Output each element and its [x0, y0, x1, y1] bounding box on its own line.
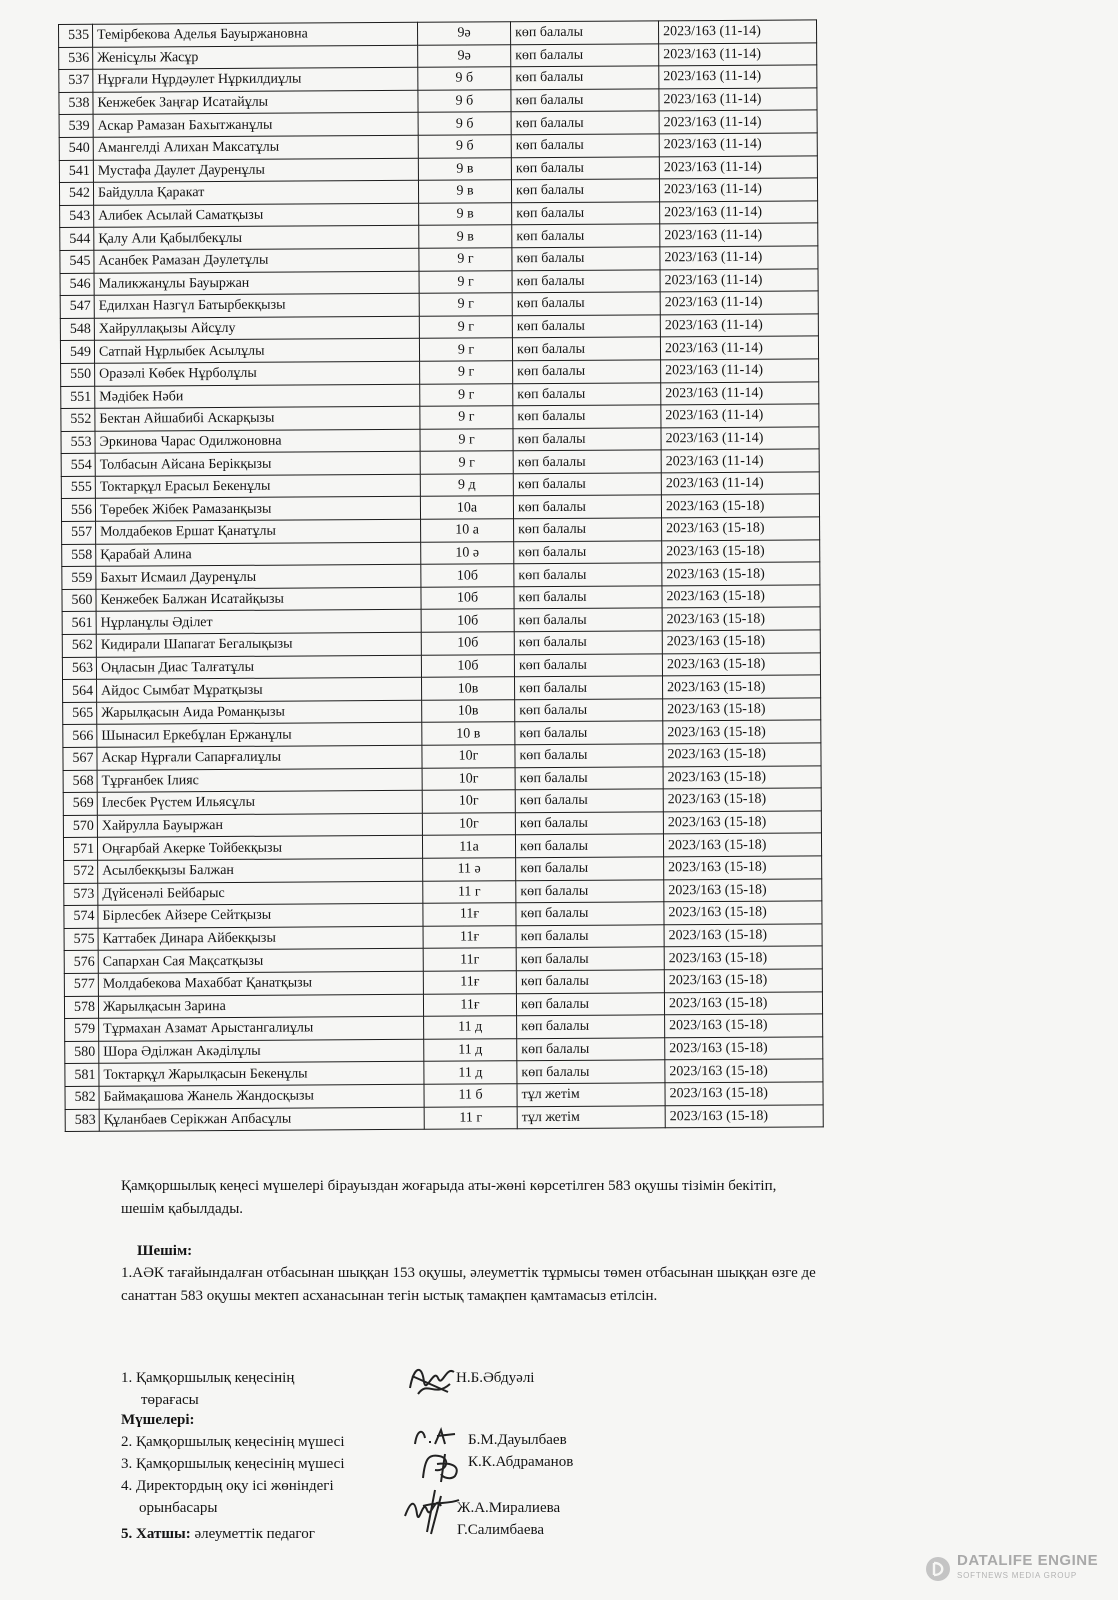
cell-category: көп балалы [514, 653, 662, 676]
cell-order: 2023/163 (15-18) [663, 765, 821, 789]
cell-number: 542 [59, 182, 93, 205]
cell-number: 572 [64, 860, 98, 883]
cell-class: 9 г [420, 406, 513, 429]
cell-number: 550 [61, 363, 95, 386]
cell-number: 580 [65, 1041, 99, 1064]
cell-number: 556 [61, 499, 95, 522]
cell-order: 2023/163 (15-18) [662, 630, 820, 654]
cell-order: 2023/163 (15-18) [663, 720, 821, 744]
cell-student-name: Айдос Сымбат Мұратқызы [97, 678, 422, 703]
cell-student-name: Сатпай Нұрлыбек Асылұлы [94, 339, 419, 364]
cell-category: көп балалы [511, 43, 659, 66]
cell-order: 2023/163 (11-14) [659, 155, 817, 179]
cell-student-name: Едилхан Назгүл Батырбекқызы [94, 293, 419, 318]
cell-category: көп балалы [514, 518, 662, 541]
cell-order: 2023/163 (15-18) [662, 585, 820, 609]
cell-category: көп балалы [515, 699, 663, 722]
cell-class: 9 г [419, 315, 512, 338]
cell-class: 10б [421, 564, 514, 587]
cell-class: 10б [421, 609, 514, 632]
student-list-table-wrapper [58, 19, 823, 1132]
table-row [65, 1104, 823, 1131]
cell-class: 10а [420, 496, 513, 519]
cell-order: 2023/163 (11-14) [659, 65, 817, 89]
cell-order: 2023/163 (11-14) [661, 381, 819, 405]
cell-student-name: Жарылқасын Зарина [98, 994, 423, 1019]
cell-category: көп балалы [515, 744, 663, 767]
cell-category: көп балалы [513, 382, 661, 405]
cell-student-name: Ілесбек Рүстем Ильясұлы [97, 790, 422, 815]
cell-student-name: Кидирали Шапагат Бегалықызы [96, 632, 421, 657]
cell-number: 547 [60, 295, 94, 318]
cell-category: көп балалы [514, 586, 662, 609]
member2-signature [411, 1424, 459, 1450]
cell-category: көп балалы [512, 292, 660, 315]
chair-name: Н.Б.Әбдуәлі [456, 1370, 535, 1386]
cell-category: көп балалы [516, 992, 664, 1015]
cell-category: көп балалы [517, 1038, 665, 1061]
cell-category: көп балалы [514, 540, 662, 563]
cell-student-name: Нұрланұлы Әділет [96, 610, 421, 635]
cell-category: көп балалы [510, 21, 658, 44]
cell-number: 554 [61, 454, 95, 477]
cell-student-name: Токтарқұл Жарылқасын Бекенұлы [99, 1062, 424, 1087]
cell-order: 2023/163 (15-18) [664, 856, 822, 880]
cell-student-name: Токтарқұл Ерасыл Бекенұлы [95, 474, 420, 499]
cell-student-name: Амангелді Алихан Максатұлы [93, 135, 418, 160]
cell-class: 9 г [420, 428, 513, 451]
cell-number: 555 [61, 476, 95, 499]
cell-category: көп балалы [514, 608, 662, 631]
cell-number: 543 [60, 205, 94, 228]
cell-number: 579 [65, 1018, 99, 1041]
cell-order: 2023/163 (15-18) [662, 652, 820, 676]
cell-category: тұл жетім [517, 1105, 665, 1128]
cell-class: 9 г [419, 293, 512, 316]
decision-text: 1.АӘК тағайындалған отбасынан шыққан 153 оқушы, әлеуметтік тұрмысы төмен отбасынан шыққан өзге де санаттан 583 оқушы мектеп асханасынан тегін ыстық тамақпен қамтамасыз етілсін. [121, 1265, 816, 1304]
member3-name: К.К.Абдраманов [468, 1454, 574, 1470]
cell-class: 10г [422, 790, 515, 813]
cell-category: көп балалы [514, 563, 662, 586]
cell-number: 546 [60, 273, 94, 296]
cell-number: 583 [65, 1109, 99, 1132]
cell-order: 2023/163 (15-18) [662, 517, 820, 541]
cell-category: көп балалы [513, 495, 661, 518]
cell-category: көп балалы [513, 428, 661, 451]
cell-number: 561 [62, 612, 96, 635]
cell-order: 2023/163 (15-18) [662, 562, 820, 586]
cell-class: 10б [421, 587, 514, 610]
cell-class: 10б [421, 654, 514, 677]
cell-number: 578 [64, 996, 98, 1019]
cell-order: 2023/163 (11-14) [660, 291, 818, 315]
cell-class: 11 б [424, 1084, 517, 1107]
cell-student-name: Асанбек Рамазан Дәулетұлы [94, 248, 419, 273]
cell-category: көп балалы [515, 789, 663, 812]
cell-number: 537 [59, 69, 93, 92]
cell-class: 9 г [420, 383, 513, 406]
cell-order: 2023/163 (15-18) [662, 607, 820, 631]
cell-student-name: Мустафа Даулет Дауренұлы [93, 158, 418, 183]
cell-student-name: Кенжебек Балжан Исатайқызы [96, 587, 421, 612]
cell-student-name: Темірбекова Аделья Бауыржановна [93, 22, 418, 47]
watermark-title: DATALIFE ENGINE [957, 1552, 1099, 1569]
cell-number: 553 [61, 431, 95, 454]
cell-class: 9 в [418, 180, 511, 203]
cell-number: 570 [63, 815, 97, 838]
cell-class: 10г [422, 745, 515, 768]
cell-student-name: Бірлесбек Айзере Сейтқызы [98, 903, 423, 928]
cell-category: көп балалы [517, 1060, 665, 1083]
cell-class: 9 г [420, 361, 513, 384]
cell-class: 10 а [421, 519, 514, 542]
cell-class: 11ғ [423, 971, 516, 994]
cell-student-name: Каттабек Динара Айбекқызы [98, 926, 423, 951]
cell-number: 565 [63, 702, 97, 725]
cell-category: көп балалы [516, 902, 664, 925]
cell-category: көп балалы [516, 970, 664, 993]
cell-order: 2023/163 (11-14) [660, 223, 818, 247]
cell-category: көп балалы [513, 473, 661, 496]
cell-student-name: Оразәлі Көбек Нұрболұлы [95, 361, 420, 386]
cell-order: 2023/163 (11-14) [660, 336, 818, 360]
cell-category: көп балалы [512, 247, 660, 270]
cell-class: 11 д [424, 1061, 517, 1084]
cell-order: 2023/163 (11-14) [658, 20, 816, 44]
cell-student-name: Молдабекова Махаббат Қанатқызы [98, 971, 423, 996]
cell-student-name: Сапархан Сая Мақсатқызы [98, 949, 423, 974]
cell-number: 536 [59, 47, 93, 70]
decision-heading: Шешім: [137, 1243, 193, 1259]
cell-category: көп балалы [511, 111, 659, 134]
secretary-role: әлеуметтік педагог [194, 1526, 315, 1542]
cell-order: 2023/163 (15-18) [665, 1059, 823, 1083]
cell-order: 2023/163 (15-18) [663, 698, 821, 722]
cell-class: 11ғ [423, 925, 516, 948]
cell-number: 577 [64, 973, 98, 996]
cell-class: 9ә [418, 44, 511, 67]
cell-category: көп балалы [515, 721, 663, 744]
cell-class: 9 в [419, 225, 512, 248]
member3-role: 3. Қамқоршылық кеңесінің мүшесі [121, 1456, 345, 1472]
cell-number: 574 [64, 905, 98, 928]
cell-class: 10г [422, 813, 515, 836]
cell-order: 2023/163 (11-14) [660, 201, 818, 225]
cell-category: көп балалы [516, 925, 664, 948]
cell-student-name: Молдабеков Ершат Қанатұлы [96, 519, 421, 544]
cell-student-name: Толбасын Айсана Берікқызы [95, 452, 420, 477]
cell-number: 551 [61, 386, 95, 409]
cell-student-name: Бахыт Исмаил Дауренұлы [96, 565, 421, 590]
cell-class: 11г [423, 948, 516, 971]
cell-number: 557 [62, 521, 96, 544]
cell-student-name: Мәдібек Нәби [95, 384, 420, 409]
cell-order: 2023/163 (11-14) [660, 314, 818, 338]
cell-class: 11 д [424, 1038, 517, 1061]
cell-order: 2023/163 (15-18) [664, 946, 822, 970]
cell-order: 2023/163 (11-14) [659, 88, 817, 112]
student-list-body [59, 20, 824, 1132]
cell-class: 9 в [418, 157, 511, 180]
watermark-subtitle: SOFTNEWS MEDIA GROUP [957, 1571, 1078, 1580]
cell-category: көп балалы [515, 812, 663, 835]
cell-order: 2023/163 (15-18) [664, 901, 822, 925]
cell-order: 2023/163 (11-14) [659, 178, 817, 202]
cell-student-name: Маликжанұлы Бауыржан [94, 271, 419, 296]
cell-category: көп балалы [511, 134, 659, 157]
cell-number: 569 [63, 792, 97, 815]
cell-order: 2023/163 (11-14) [659, 110, 817, 134]
cell-student-name: Оңғарбай Акерке Тойбекқызы [97, 836, 422, 861]
cell-category: көп балалы [513, 405, 661, 428]
cell-number: 567 [63, 747, 97, 770]
cell-class: 9 б [418, 90, 511, 113]
cell-class: 9 г [419, 338, 512, 361]
cell-class: 9ә [417, 22, 510, 45]
cell-number: 571 [63, 838, 97, 861]
cell-order: 2023/163 (15-18) [664, 924, 822, 948]
cell-student-name: Байдулла Қаракат [93, 180, 418, 205]
cell-number: 540 [59, 137, 93, 160]
cell-student-name: Төребек Жібек Рамазанқызы [95, 497, 420, 522]
cell-student-name: Нұрғали Нұрдәулет Нұркилдиұлы [93, 67, 418, 92]
member3-signature [417, 1448, 465, 1484]
deputy-signature [401, 1486, 463, 1536]
cell-number: 560 [62, 589, 96, 612]
chair-title-line2: төрағасы [141, 1392, 199, 1408]
cell-number: 548 [60, 318, 94, 341]
cell-student-name: Аскар Нұрғали Сапарғалиұлы [97, 745, 422, 770]
cell-student-name: Дүйсенәлі Бейбарыс [98, 881, 423, 906]
secretary-line [121, 1526, 315, 1543]
cell-order: 2023/163 (15-18) [664, 878, 822, 902]
cell-number: 558 [62, 544, 96, 567]
deputy-title-line1: 4. Директордың оқу ісі жөніндегі [121, 1478, 334, 1494]
cell-number: 559 [62, 567, 96, 590]
cell-student-name: Тұрмахан Азамат Арыстангалиұлы [99, 1016, 424, 1041]
cell-class: 10в [421, 677, 514, 700]
cell-student-name: Аскар Рамазан Бахытжанұлы [93, 113, 418, 138]
cell-class: 10б [421, 632, 514, 655]
cell-category: көп балалы [512, 202, 660, 225]
secretary-name: Г.Салимбаева [457, 1522, 545, 1538]
cell-class: 11ғ [423, 993, 516, 1016]
member2-role: 2. Қамқоршылық кеңесінің мүшесі [121, 1434, 345, 1450]
deputy-title-line2: орынбасары [139, 1500, 218, 1516]
cell-class: 9 г [420, 451, 513, 474]
cell-number: 581 [65, 1064, 99, 1087]
cell-order: 2023/163 (15-18) [665, 1014, 823, 1038]
cell-order: 2023/163 (11-14) [659, 133, 817, 157]
cell-category: көп балалы [517, 1015, 665, 1038]
cell-student-name: Қарабай Алина [96, 542, 421, 567]
cell-class: 11ғ [423, 903, 516, 926]
cell-category: көп балалы [514, 676, 662, 699]
student-list-table [58, 19, 824, 1132]
cell-category: көп балалы [515, 834, 663, 857]
cell-class: 9 б [418, 67, 511, 90]
cell-class: 11 г [423, 880, 516, 903]
cell-order: 2023/163 (11-14) [659, 42, 817, 66]
cell-category: көп балалы [516, 879, 664, 902]
cell-class: 9 в [419, 202, 512, 225]
cell-category: тұл жетім [517, 1083, 665, 1106]
cell-number: 545 [60, 250, 94, 273]
cell-number: 573 [64, 883, 98, 906]
cell-number: 552 [61, 408, 95, 431]
cell-number: 538 [59, 92, 93, 115]
cell-number: 544 [60, 228, 94, 251]
cell-order: 2023/163 (15-18) [664, 991, 822, 1015]
cell-student-name: Шора Әділжан Акәділұлы [99, 1039, 424, 1064]
cell-number: 541 [59, 160, 93, 183]
cell-category: көп балалы [512, 224, 660, 247]
cell-student-name: Баймақашова Жанель Жандосқызы [99, 1084, 424, 1109]
cell-order: 2023/163 (15-18) [663, 811, 821, 835]
cell-student-name: Тұрғанбек Ілияс [97, 768, 422, 793]
cell-number: 539 [59, 115, 93, 138]
cell-student-name: Құланбаев Серікжан Апбасұлы [99, 1107, 424, 1132]
cell-class: 9 г [419, 270, 512, 293]
deputy-name: Ж.А.Миралиева [457, 1500, 561, 1516]
cell-class: 10 в [422, 722, 515, 745]
cell-category: көп балалы [514, 631, 662, 654]
cell-category: көп балалы [511, 156, 659, 179]
cell-student-name: Алибек Асылай Саматқызы [94, 203, 419, 228]
cell-order: 2023/163 (15-18) [664, 969, 822, 993]
cell-category: көп балалы [511, 66, 659, 89]
cell-category: көп балалы [513, 360, 661, 383]
cell-number: 568 [63, 770, 97, 793]
cell-order: 2023/163 (11-14) [660, 246, 818, 270]
member2-name: Б.М.Дауылбаев [468, 1432, 567, 1448]
cell-number: 575 [64, 928, 98, 951]
cell-class: 11 д [424, 1016, 517, 1039]
cell-number: 566 [63, 725, 97, 748]
cell-class: 10 ә [421, 541, 514, 564]
cell-category: көп балалы [512, 315, 660, 338]
cell-order: 2023/163 (11-14) [661, 449, 819, 473]
cell-student-name: Жарылқасын Аида Романқызы [97, 700, 422, 725]
cell-student-name: Шынасил Еркебұлан Ержанұлы [97, 723, 422, 748]
cell-student-name: Оңласын Диас Талғатұлы [96, 655, 421, 680]
cell-number: 562 [62, 634, 96, 657]
cell-student-name: Қалу Али Қабылбекұлы [94, 226, 419, 251]
cell-order: 2023/163 (11-14) [661, 472, 819, 496]
datalife-logo-icon [925, 1556, 951, 1582]
cell-order: 2023/163 (15-18) [665, 1082, 823, 1106]
cell-student-name: Женісұлы Жасұр [93, 45, 418, 70]
cell-student-name: Асылбекқызы Балжан [98, 858, 423, 883]
cell-number: 576 [64, 951, 98, 974]
chair-signature [404, 1358, 462, 1402]
cell-order: 2023/163 (11-14) [661, 404, 819, 428]
cell-category: көп балалы [511, 179, 659, 202]
cell-number: 582 [65, 1086, 99, 1109]
cell-class: 11а [422, 835, 515, 858]
cell-class: 9 д [420, 474, 513, 497]
cell-category: көп балалы [512, 337, 660, 360]
cell-order: 2023/163 (15-18) [662, 540, 820, 564]
cell-order: 2023/163 (15-18) [665, 1104, 823, 1128]
cell-order: 2023/163 (11-14) [661, 359, 819, 383]
cell-category: көп балалы [516, 947, 664, 970]
cell-order: 2023/163 (11-14) [661, 427, 819, 451]
cell-class: 11 ә [423, 858, 516, 881]
cell-category: көп балалы [512, 269, 660, 292]
cell-number: 535 [59, 24, 93, 47]
cell-student-name: Бектан Айшабибі Аскарқызы [95, 406, 420, 431]
members-heading: Мүшелері: [121, 1412, 195, 1428]
cell-category: көп балалы [516, 857, 664, 880]
cell-category: көп балалы [513, 450, 661, 473]
chair-title-line1: 1. Қамқоршылық кеңесінің [121, 1370, 295, 1386]
cell-order: 2023/163 (15-18) [663, 788, 821, 812]
cell-student-name: Эркинова Чарас Одилжоновна [95, 429, 420, 454]
cell-order: 2023/163 (11-14) [660, 268, 818, 292]
cell-category: көп балалы [515, 766, 663, 789]
cell-class: 9 г [419, 248, 512, 271]
cell-student-name: Хайруллақызы Айсұлу [94, 316, 419, 341]
cell-category: көп балалы [511, 89, 659, 112]
cell-number: 549 [60, 341, 94, 364]
cell-student-name: Хайрулла Бауыржан [97, 813, 422, 838]
cell-class: 9 б [418, 112, 511, 135]
cell-class: 9 б [418, 135, 511, 158]
cell-order: 2023/163 (15-18) [662, 675, 820, 699]
cell-order: 2023/163 (15-18) [661, 494, 819, 518]
cell-class: 11 г [424, 1106, 517, 1129]
cell-number: 564 [63, 679, 97, 702]
cell-order: 2023/163 (15-18) [663, 833, 821, 857]
approval-text: Қамқоршылық кеңесі мүшелері бірауыздан жоғарыда аты-жөні көрсетілген 583 оқушы тізімін бекітіп, шешім қабылдады. [121, 1178, 777, 1217]
cell-class: 10в [422, 700, 515, 723]
cell-number: 563 [62, 657, 96, 680]
cell-order: 2023/163 (15-18) [665, 1037, 823, 1061]
cell-order: 2023/163 (15-18) [663, 743, 821, 767]
cell-student-name: Кенжебек Заңғар Исатайұлы [93, 90, 418, 115]
cell-class: 10г [422, 767, 515, 790]
secretary-label: 5. Хатшы: [121, 1526, 191, 1542]
